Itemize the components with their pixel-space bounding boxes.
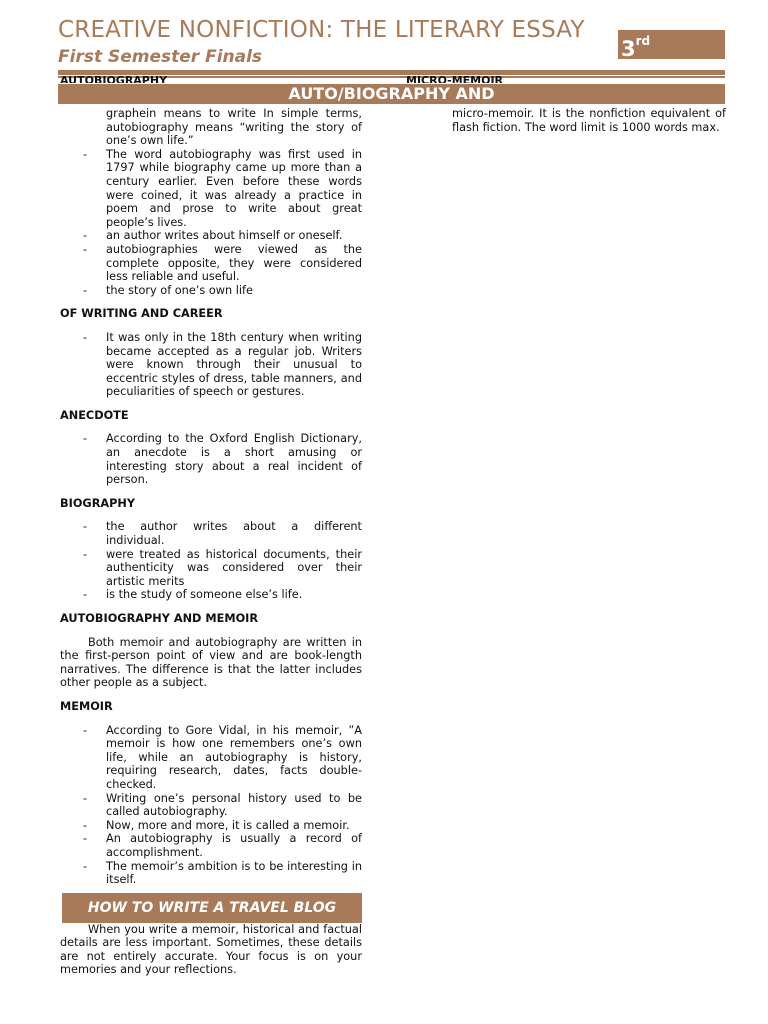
section-heading: ANECDOTE [60, 408, 129, 422]
list-item: - An autobiography is usually a record of accomplishment. [60, 832, 362, 859]
quarter-badge [618, 30, 725, 59]
comparison-paragraph: Both memoir and autobiography are written in the first-person point of view and are book-length narratives. The difference is that the latter includes other people as a subject. [60, 635, 362, 690]
list-item: - is the study of someone else’s life. [60, 588, 362, 602]
section-heading: BIOGRAPHY [60, 496, 136, 510]
list-item: - the story of one’s own life [60, 284, 362, 298]
list-item: - the author writes about a different individual. [60, 520, 362, 547]
biography-list [60, 520, 362, 602]
document-title: CREATIVE NONFICTION: THE LITERARY ESSAY [58, 17, 585, 43]
memoir-list [60, 724, 362, 887]
list-item: - The memoir’s ambition is to be interesting in itself. [60, 860, 362, 887]
right-clipped-heading: MICRO-MEMOIR [406, 74, 504, 83]
left-clipped-heading: AUTOBIOGRAPHY [60, 74, 168, 83]
list-item: - autobiographies were viewed as the complete opposite, they were considered less reliable and useful. [60, 243, 362, 284]
micro-memoir-paragraph: micro-memoir. It is the nonfiction equivalent of flash fiction. The word limit is 1000 words max. [452, 107, 726, 134]
list-item: - Now, more and more, it is called a memoir. [60, 819, 362, 833]
section-heading: MEMOIR [60, 699, 113, 713]
list-item: - were treated as historical documents, their authenticity was considered over their artistic merits [60, 548, 362, 589]
intro-list [60, 107, 362, 297]
list-item: - According to the Oxford English Dictionary, an anecdote is a short amusing or interesting story about a real incident of person. [60, 432, 362, 486]
list-item: - According to Gore Vidal, in his memoir, ”A memoir is how one remembers one’s own life, while an autobiography is history, requiring research, dates, facts double-checked. [60, 724, 362, 792]
list-item: - Writing one’s personal history used to be called autobiography. [60, 792, 362, 819]
section-heading: OF WRITING AND CAREER [60, 307, 223, 321]
travel-blog-bar: HOW TO WRITE A TRAVEL BLOG [62, 893, 362, 923]
section-heading: AUTOBIOGRAPHY AND MEMOIR [60, 612, 259, 625]
section-banner: AUTO/BIOGRAPHY AND [58, 84, 725, 104]
left-column [60, 107, 362, 977]
list-item: - It was only in the 18th century when writing became accepted as a regular job. Writers were known through their unusual to eccentric styles of dress, table manners, and peculiarities of speech or gestures. [60, 331, 362, 399]
travel-paragraph: When you write a memoir, historical and factual details are less important. Sometimes, these details are not entirely accurate. Your focus is on your memories and your reflections. [60, 922, 362, 977]
anecdote-list [60, 432, 362, 486]
document-subtitle: First Semester Finals [58, 47, 263, 67]
list-item: - an author writes about himself or oneself. [60, 229, 362, 243]
right-column [406, 107, 726, 134]
badge-suffix: rd [635, 34, 651, 48]
list-item: - The word autobiography was first used in 1797 while biography came up more than a century earlier. Even before these words were coined, it was already a practice in poem and prose to write about great people’s lives. [60, 148, 362, 230]
list-item: graphein means to write In simple terms, autobiography means “writing the story of one’s own life.” [106, 107, 362, 148]
writing-list [60, 331, 362, 399]
badge-number: 3 [621, 37, 636, 61]
